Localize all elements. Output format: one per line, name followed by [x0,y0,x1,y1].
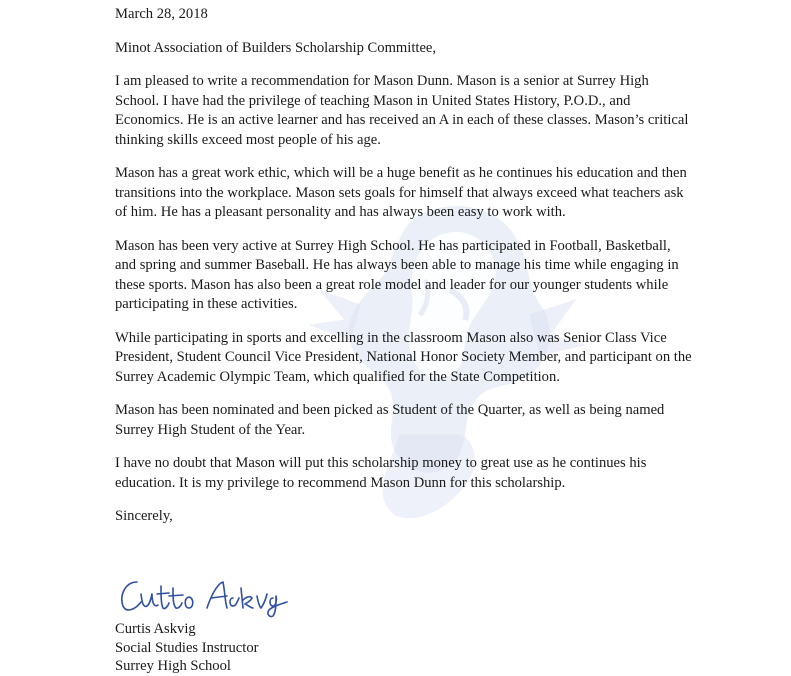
letter-paragraph: While participating in sports and excelling in the classroom Mason also was Senior Class Vice President, Student Council Vice President, National Honor Society Member, and participant on the Surrey Academic Olympic Team, which qualified for the State Competition. [115,329,692,385]
letter-body [115,5,695,527]
letter-date: March 28, 2018 [115,6,208,22]
handwritten-signature [115,568,295,618]
signer-school: Surrey High School [115,658,231,674]
signer-block [115,620,259,676]
signer-name: Curtis Askvig [115,621,196,637]
letter-salutation: Minot Association of Builders Scholarship Committee, [115,39,437,56]
letter-paragraph: Mason has been nominated and been picked as Student of the Quarter, as well as being named Surrey High Student of the Year. [115,402,665,438]
signer-title: Social Studies Instructor [115,639,259,656]
letter-paragraph: I have no doubt that Mason will put this scholarship money to great use as he continues his education. It is my privilege to recommend Mason Dunn for this scholarship. [115,455,647,491]
letter-paragraph: Mason has a great work ethic, which will be a huge benefit as he continues his education and then transitions into the workplace. Mason sets goals for himself that always exceed what teachers ask of him. He has a pleasant personality and has always been easy to work with. [115,165,687,220]
letter-paragraph: I am pleased to write a recommendation for Mason Dunn. Mason is a senior at Surrey High School. I have had the privilege of teaching Mason in United States History, P.O.D., and Economics. He is an active learner and has received an A in each of these classes. Mason’s critical thinking skills exceed most people of his age. [115,73,689,148]
letter-paragraph: Mason has been very active at Surrey High School. He has participated in Football, Basketball, and spring and summer Baseball. He has always been able to manage his time while engaging in these sports. Mason has also been a great role model and leader for our younger students while participating in these activities. [115,237,679,312]
letter-closing: Sincerely, [115,508,173,524]
